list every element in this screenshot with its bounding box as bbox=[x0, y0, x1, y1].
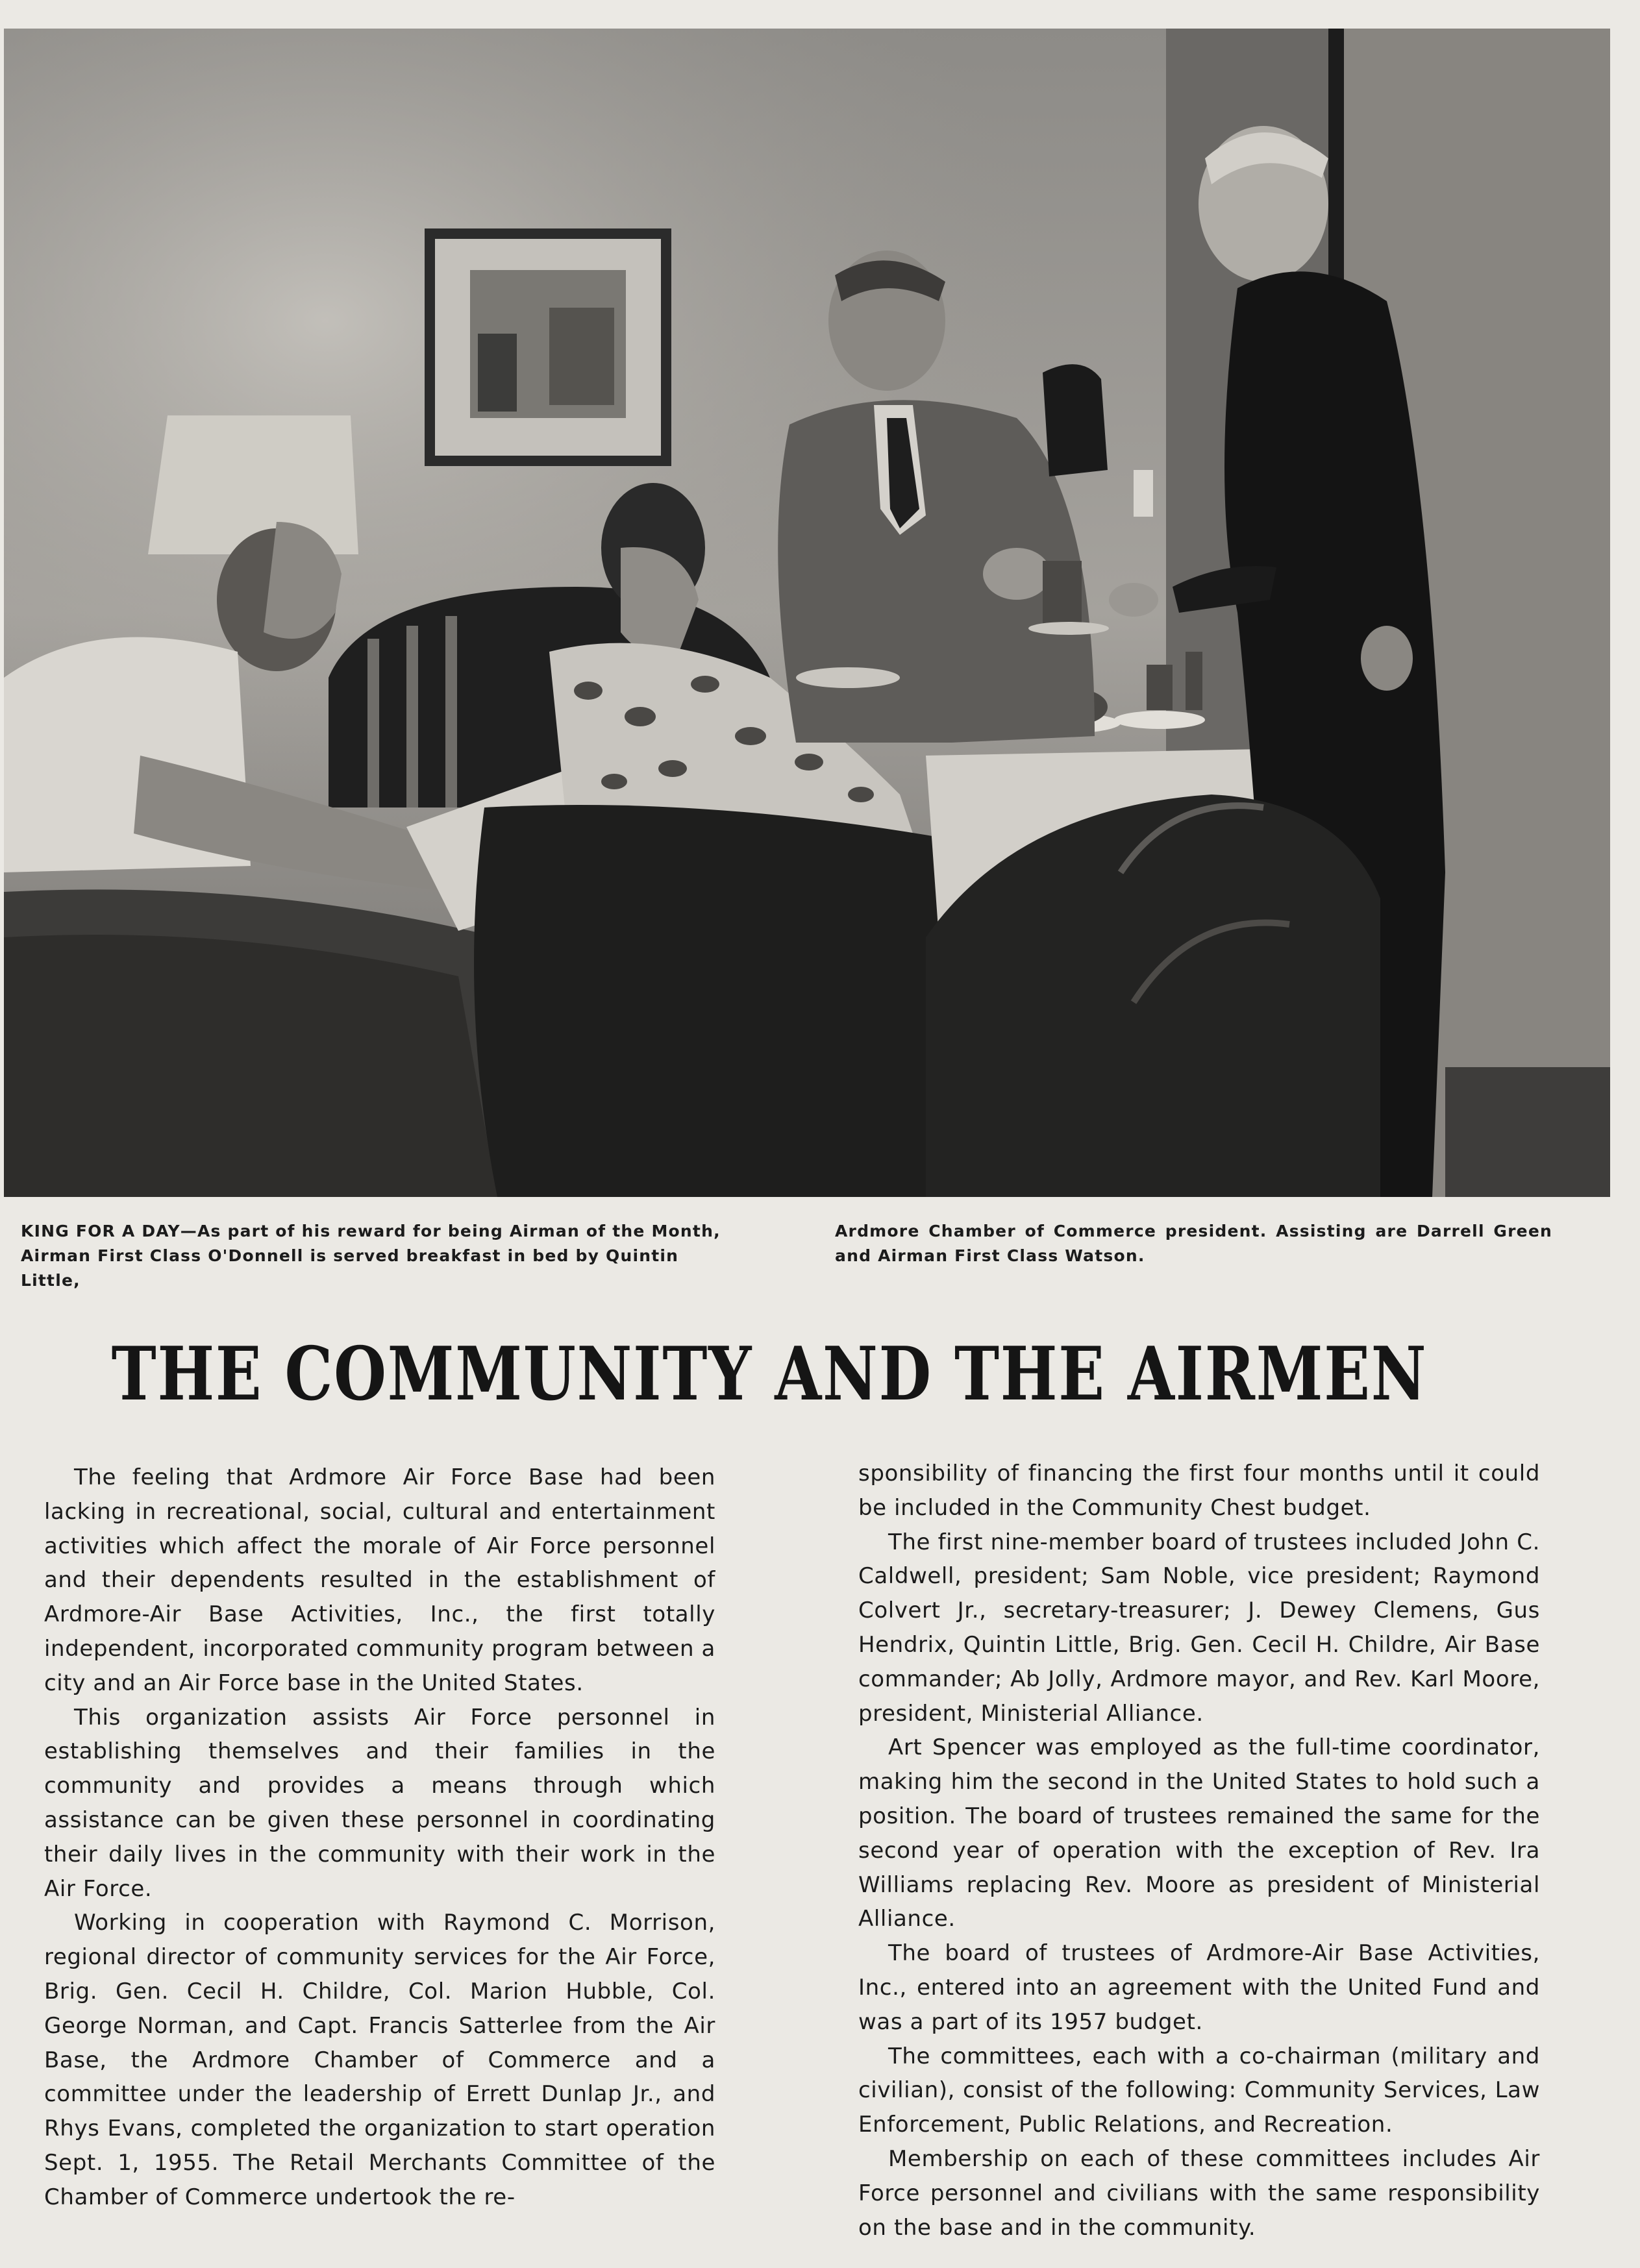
article-paragraph: Membership on each of these committees includes Air Force personnel and civilians with the same responsibility on the base and in the community. bbox=[858, 2145, 1540, 2241]
article-paragraph: sponsibility of financing the first four months until it could be included in the Community Chest budget. bbox=[858, 1461, 1540, 1521]
article-paragraph: The board of trustees of Ardmore-Air Base Activities, Inc., entered into an agreement with the United Fund and was a part of its 1957 budget. bbox=[858, 1940, 1540, 2035]
article-column-right bbox=[858, 1457, 1540, 2245]
article-paragraph: Art Spencer was employed as the full-time coordinator, making him the second in the United States to hold such a position. The board of trustees remained the same for the second year of operation with the exception of Rev. Ira Williams replacing Rev. Moore as president of Ministerial Alliance. bbox=[858, 1734, 1540, 1932]
article-column-left bbox=[44, 1461, 715, 2215]
article-headline: THE COMMUNITY AND THE AIRMEN bbox=[111, 1331, 1428, 1418]
article-paragraph: This organization assists Air Force personnel in establishing themselves and their families in the community and provides a means through which assistance can be given these personnel in coordinating their daily lives in the community with their work in the Air Force. bbox=[44, 1704, 715, 1902]
article-paragraph: Working in cooperation with Raymond C. Morrison, regional director of community services for the Air Force, Brig. Gen. Cecil H. Childre, Col. Marion Hubble, Col. George Norman, and Capt. Francis Satterlee from the Air Base, the Ardmore Chamber of Commerce and a committee under the leadership of Errett Dunlap Jr., and Rhys Evans, completed the organization to start operation Sept. 1, 1955. The Retail Merchants Committee of the Chamber of Commerce undertook the re- bbox=[44, 1910, 715, 2210]
photograph-icon bbox=[4, 29, 1610, 1197]
article-paragraph: The committees, each with a co-chairman (military and civilian), consist of the following: Community Services, Law Enforcement, Public Relations, and Recreation. bbox=[858, 2043, 1540, 2138]
photo-caption-right: Ardmore Chamber of Commerce president. Assisting are Darrell Green and Airman First Class Watson. bbox=[835, 1222, 1552, 1265]
article-paragraph: The first nine-member board of trustees included John C. Caldwell, president; Sam Noble, vice president; Raymond Colvert Jr., secretary-treasurer; J. Dewey Clemens, Gus Hendrix, Quintin Little, Brig. Gen. Cecil H. Childre, Air Base commander; Ab Jolly, Ardmore mayor, and Rev. Karl Moore, president, Ministerial Alliance. bbox=[858, 1529, 1540, 1727]
article-paragraph: The feeling that Ardmore Air Force Base had been lacking in recreational, social, cultural and entertainment activities which affect the morale of Air Force personnel and their dependents resulted in the establishment of Ardmore-Air Base Activities, Inc., the first totally independent, incorporated community program between a city and an Air Force base in the United States. bbox=[44, 1464, 715, 1696]
photo-caption-left: KING FOR A DAY—As part of his reward for being Airman of the Month, Airman First Class O'Donnell is served breakfast in bed by Quintin Little, bbox=[21, 1222, 721, 1290]
breakfast-photograph bbox=[4, 29, 1610, 1197]
